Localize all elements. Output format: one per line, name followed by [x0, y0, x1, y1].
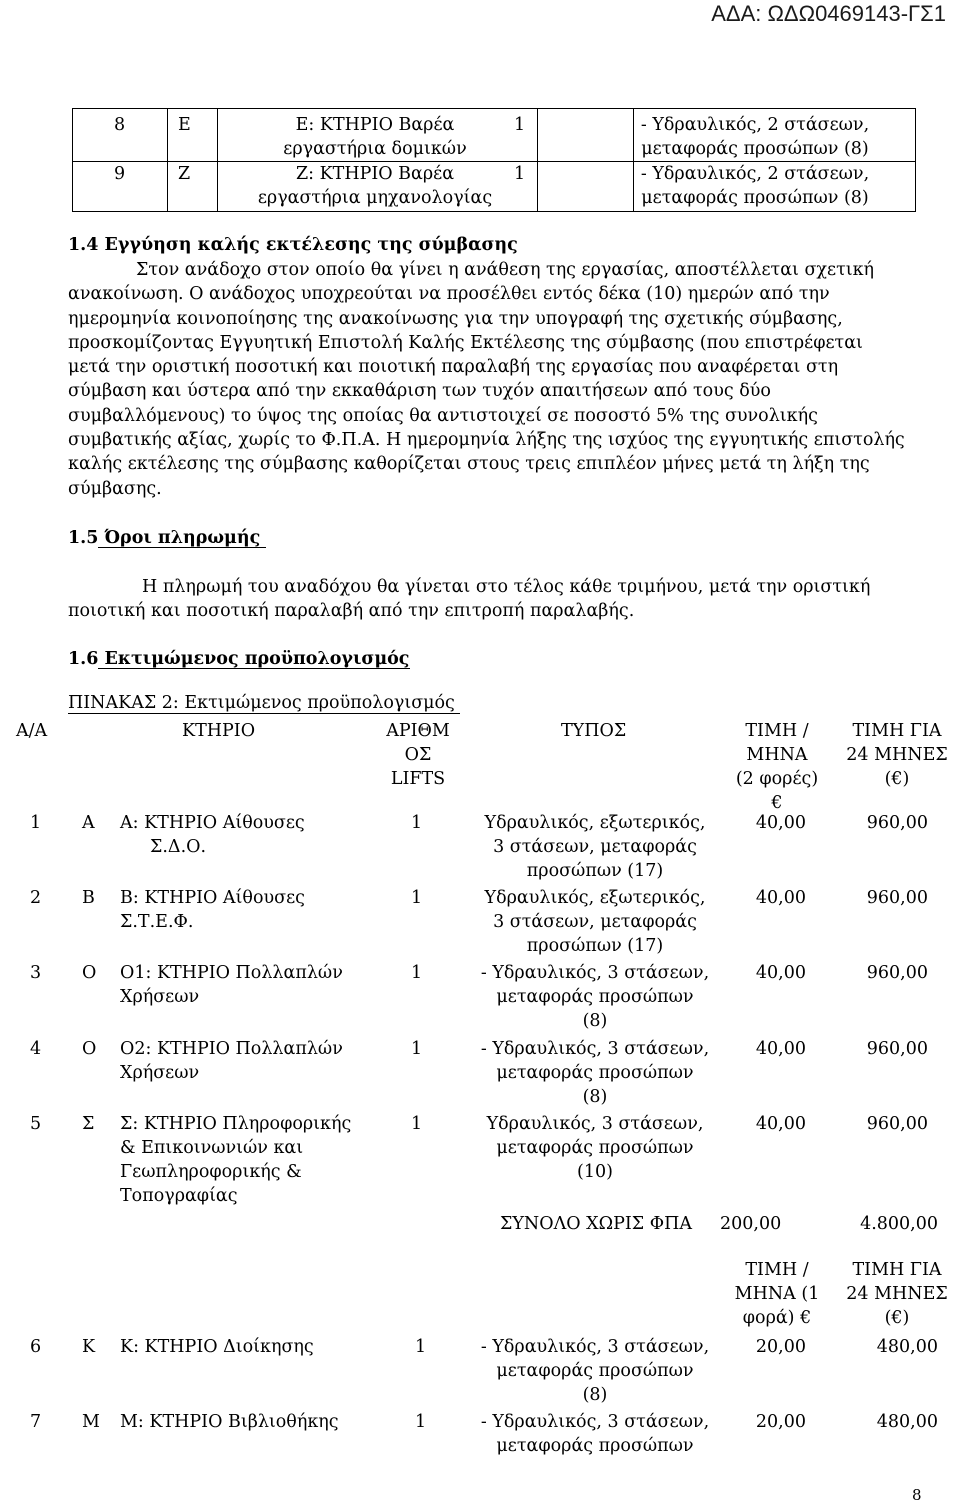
table-row-month: 40,00 [755, 888, 806, 908]
table-row-total: 960,00 [866, 888, 928, 908]
table-row-num: 5 [30, 1114, 42, 1134]
table-row-total: 960,00 [866, 963, 928, 983]
table-row-building: Ε: ΚΤΗΡΙΟ Βαρέα εργαστήρια δομικών [283, 115, 467, 159]
section-heading: 1.5 Όροι πληρωμής [68, 528, 261, 548]
col-header-price-24: ΤΙΜΗ ΓΙΑ 24 ΜΗΝΕΣ (€) [846, 1260, 948, 1328]
col-header-count: ΑΡΙΘΜ ΟΣ LIFTS [386, 721, 450, 789]
payment-paragraph: Η πληρωμή του αναδόχου θα γίνεται στο τέλος κάθε τριμήνου, μετά την οριστική ποιοτική και ποσοτική παραλαβή από την επιτροπή παραλαβής. [68, 577, 871, 622]
table-row-count: 1 [411, 963, 423, 983]
table-row-code: Ε [178, 115, 191, 135]
ada-code: ΑΔΑ: ΩΔΩ0469143-ΓΣ1 [711, 1, 946, 26]
table-row-count: 1 [415, 1412, 427, 1432]
subtotal-month: 200,00 [720, 1214, 782, 1234]
table-row-type: - Υδραυλικός, 2 στάσεων, μεταφοράς προσώπων (8) [640, 115, 870, 159]
table-row-num: 3 [30, 963, 42, 983]
table-row-month: 20,00 [755, 1337, 806, 1357]
table-row-type: - Υδραυλικός, 3 στάσεων, μεταφοράς προσώπων (8) [480, 963, 710, 1031]
table-row-count: 1 [411, 1039, 423, 1059]
table-row-type: - Υδραυλικός, 3 στάσεων, μεταφοράς προσώπων (8) [480, 1039, 710, 1107]
section-heading: 1.4 Εγγύηση καλής εκτέλεσης της σύμβασης [68, 235, 518, 255]
table-row-building: Ο1: ΚΤΗΡΙΟ Πολλαπλών Χρήσεων [120, 963, 343, 1007]
table-row-code: Ο [82, 1039, 97, 1059]
table-row-num: 7 [30, 1412, 42, 1432]
guarantee-paragraph: Στον ανάδοχο στον οποίο θα γίνει η ανάθεση της εργασίας, αποστέλλεται σχετική ανακοίνωση. Ο ανάδοχος υποχρεούται να προσέλθει εντός δέκα (10) ημερών από την ημερομηνία κοινοποίησης της ανακοίνωσης για την υπογραφή της σχετικής σύμβασης, προσκομίζοντας Εγγυητική Επιστολή Καλής Εκτέλεσης της σύμβασης (που επιστρέφεται μετά την οριστική ποσοτική και ποιοτική παραλαβή της εργασίας που αναφέρεται στη σύμβαση και ύστερα από την εκκαθάριση των τυχόν απαιτήσεων από τους δύο συμβαλλόμενους) το ύψος της οποίας θα αντιστοιχεί σε ποσοστό 5% της συνολικής συμβατικής αξίας, χωρίς το Φ.Π.Α. Η ημερομηνία λήξης της ισχύος της εγγυητικής επιστολής καλής εκτέλεσης της σύμβασης καθορίζεται στους τρεις επιπλέον μήνες μετά τη λήξη της σύμβασης. [68, 260, 905, 499]
page-number: 8 [912, 1486, 922, 1504]
col-header-price-month: ΤΙΜΗ / ΜΗΝΑ (2 φορές) € [735, 721, 819, 813]
table-row-count: 1 [411, 813, 423, 833]
table-row-building: Ζ: ΚΤΗΡΙΟ Βαρέα εργαστήρια μηχανολογίας [257, 164, 493, 208]
table-row-month: 40,00 [755, 813, 806, 833]
table-row-count: 1 [411, 888, 423, 908]
table-row-total: 960,00 [866, 1114, 928, 1134]
table-row-count: 1 [415, 1337, 427, 1357]
table-row-type: Υδραυλικός, εξωτερικός, 3 στάσεων, μεταφοράς προσώπων (17) [484, 888, 706, 956]
table-row-code: Κ [82, 1337, 96, 1357]
table-row-count: 1 [411, 1114, 423, 1134]
col-header-aa: Α/Α [16, 721, 48, 741]
col-header-type: ΤΥΠΟΣ [561, 721, 627, 741]
table-row-type: Υδραυλικός, 3 στάσεων, μεταφοράς προσώπων (10) [486, 1114, 704, 1182]
table-row-month: 20,00 [755, 1412, 806, 1432]
table-row-code: Ζ [178, 164, 191, 184]
table-row-type: - Υδραυλικός, 3 στάσεων, μεταφοράς προσώπων (8) [480, 1337, 710, 1405]
table-row-month: 40,00 [755, 963, 806, 983]
table-row-num: 4 [30, 1039, 42, 1059]
section-heading: 1.6 Εκτιμώμενος προϋπολογισμός [68, 649, 410, 669]
table-row-month: 40,00 [755, 1114, 806, 1134]
table-row-code: Μ [82, 1412, 100, 1432]
table-row-building: Κ: ΚΤΗΡΙΟ Διοίκησης [120, 1337, 314, 1357]
table-row-num: 8 [114, 115, 126, 135]
table-row-count: 1 [514, 115, 526, 135]
table-row-code: Β [82, 888, 95, 908]
table-row-count: 1 [514, 164, 526, 184]
table-row-month: 40,00 [755, 1039, 806, 1059]
subtotal-total: 4.800,00 [860, 1214, 938, 1234]
table-title: ΠΙΝΑΚΑΣ 2: Εκτιμώμενος προϋπολογισμός [68, 693, 455, 713]
col-header-price-24: ΤΙΜΗ ΓΙΑ 24 ΜΗΝΕΣ (€) [846, 721, 948, 789]
table-row-total: 480,00 [876, 1412, 938, 1432]
table-row-code: Σ [82, 1114, 95, 1134]
table-row-total: 960,00 [866, 1039, 928, 1059]
table-row-num: 1 [30, 813, 42, 833]
table-row-type: - Υδραυλικός, 2 στάσεων, μεταφοράς προσώπων (8) [640, 164, 870, 208]
table-row-code: Ο [82, 963, 97, 983]
table-row-building: Α: ΚΤΗΡΙΟ Αίθουσες Σ.Δ.Ο. [120, 813, 305, 857]
table-row-total: 480,00 [876, 1337, 938, 1357]
table-row-code: Α [82, 813, 95, 833]
table-row-building: Σ: ΚΤΗΡΙΟ Πληροφορικής & Επικοινωνιών και Γεωπληροφορικής & Τοπογραφίας [120, 1114, 352, 1206]
table-row-total: 960,00 [866, 813, 928, 833]
table-row-building: Β: ΚΤΗΡΙΟ Αίθουσες Σ.Τ.Ε.Φ. [120, 888, 305, 932]
table-row-num: 2 [30, 888, 42, 908]
col-header-price-month: ΤΙΜΗ / ΜΗΝΑ (1 φορά) € [734, 1260, 820, 1328]
table-row-type: - Υδραυλικός, 3 στάσεων, μεταφοράς προσώπων [480, 1412, 710, 1456]
table-row-type: Υδραυλικός, εξωτερικός, 3 στάσεων, μεταφοράς προσώπων (17) [484, 813, 706, 881]
table-row-num: 9 [114, 164, 126, 184]
subtotal-label: ΣΥΝΟΛΟ ΧΩΡΙΣ ΦΠΑ [500, 1214, 692, 1234]
table-row-building: Ο2: ΚΤΗΡΙΟ Πολλαπλών Χρήσεων [120, 1039, 343, 1083]
table-row-num: 6 [30, 1337, 42, 1357]
col-header-building: ΚΤΗΡΙΟ [182, 721, 256, 741]
table-row-building: Μ: ΚΤΗΡΙΟ Βιβλιοθήκης [120, 1412, 339, 1432]
